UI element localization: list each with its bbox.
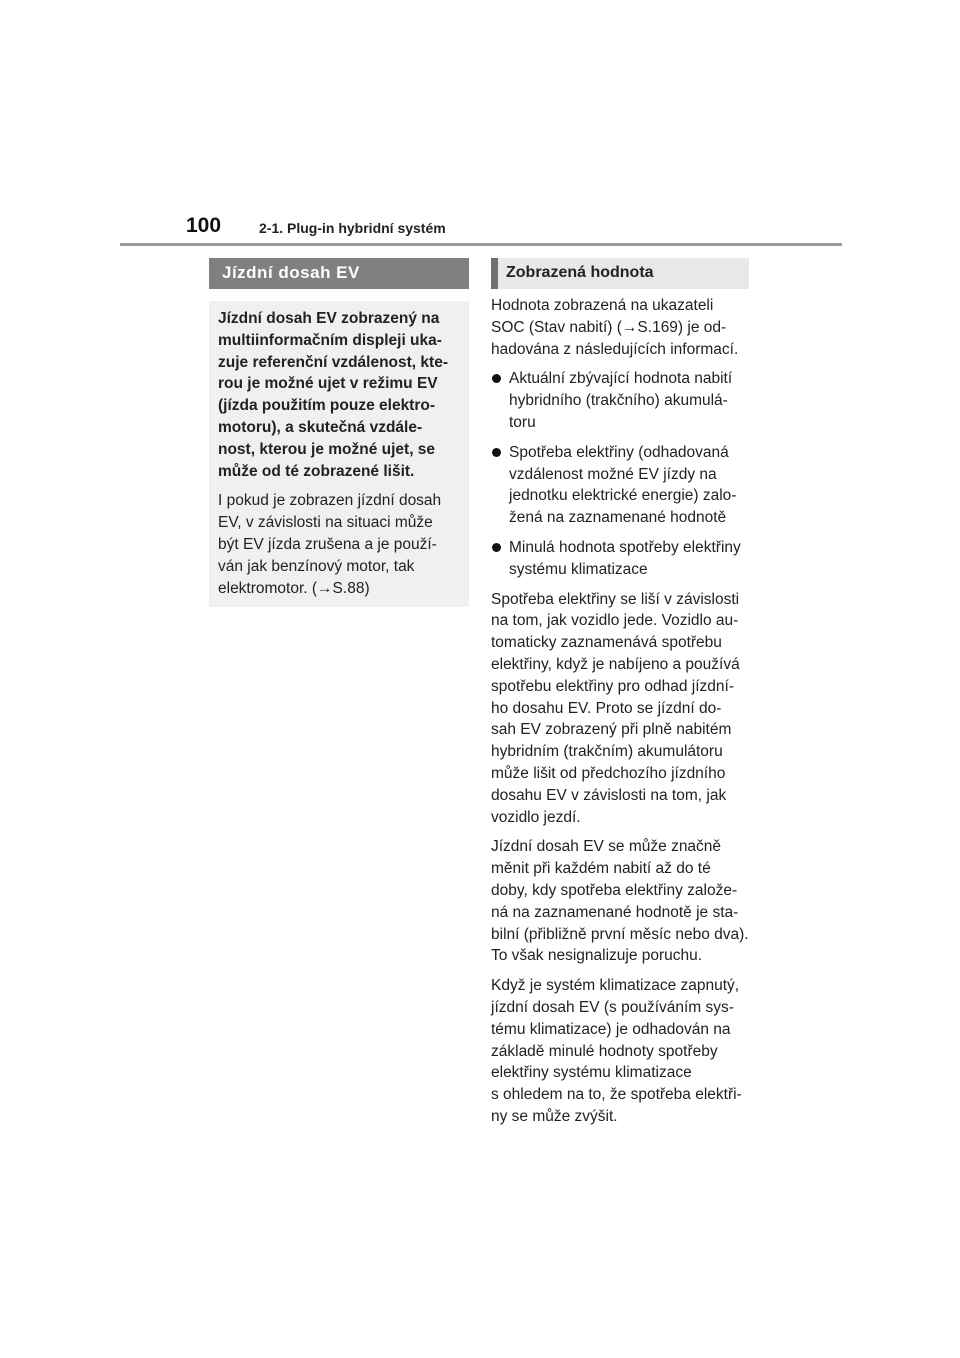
paragraph-line: dosahu EV v závislosti na tom, jak xyxy=(491,786,727,804)
ev-range-info-box xyxy=(209,301,469,607)
bullet-text xyxy=(509,442,749,529)
paragraph-list xyxy=(491,589,749,1128)
header-rule xyxy=(120,243,842,246)
lead-line: zuje referenční vzdálenost, kte- xyxy=(218,353,448,371)
lead-line: Jízdní dosah EV zobrazený na xyxy=(218,310,440,327)
bullet-item xyxy=(491,442,749,529)
bullet-line: hybridního (trakčního) akumulá- xyxy=(509,392,728,410)
paragraph-line: základě minulé hodnoty spotřeby xyxy=(491,1042,718,1060)
lead-line: motoru), a skutečná vzdále- xyxy=(218,418,423,436)
bullet-item xyxy=(491,368,749,433)
lead-line: rou je možné ujet v režimu EV xyxy=(218,375,438,393)
section-title-displayed-value: Zobrazená hodnota xyxy=(491,258,749,289)
bullet-dot-icon xyxy=(492,543,501,552)
paragraph-line: elektřiny systému klimatizace xyxy=(491,1064,692,1082)
paragraph-line: ho dosahu EV. Proto se jízdní do- xyxy=(491,699,722,717)
ev-range-lead xyxy=(218,308,459,482)
section-title-ev-range: Jízdní dosah EV xyxy=(209,258,469,289)
body-line: být EV jízda zrušena a je použí- xyxy=(218,535,437,553)
bullet-item xyxy=(491,537,749,581)
right-column xyxy=(491,258,749,1136)
body-paragraph xyxy=(491,836,749,967)
paragraph-line: Jízdní dosah EV se může značně xyxy=(491,838,722,856)
bullet-line: systému klimatizace xyxy=(509,560,648,578)
lead-line: multiinformačním displeji uka- xyxy=(218,331,442,349)
bullet-line: Spotřeba elektřiny (odhadovaná xyxy=(509,443,729,461)
paragraph-line: jízdní dosah EV (s používáním sys- xyxy=(491,998,734,1016)
bullet-line: Aktuální zbývající hodnota nabití xyxy=(509,370,733,388)
paragraph-line: elektřiny, když je nabíjeno a používá xyxy=(491,655,740,673)
paragraph-line: To však nesignalizuje poruchu. xyxy=(491,947,703,965)
paragraph-line: Když je systém klimatizace zapnutý, xyxy=(491,977,740,995)
left-column xyxy=(209,258,469,607)
bullet-line: Minulá hodnota spotřeby elektřiny xyxy=(509,538,741,556)
bullet-dot-icon xyxy=(492,374,501,383)
body-line: EV, v závislosti na situaci může xyxy=(218,514,433,532)
paragraph-line: doby, kdy spotřeba elektřiny založe- xyxy=(491,881,738,899)
paragraph-line: bilní (přibližně první měsíc nebo dva). xyxy=(491,925,749,943)
lead-line: nost, kterou je možné ujet, se xyxy=(218,440,436,458)
chapter-title: 2-1. Plug-in hybridní systém xyxy=(259,220,446,236)
body-paragraph xyxy=(491,975,749,1128)
bullet-line: vzdálenost možné EV jízdy na xyxy=(509,465,717,483)
intro-line: Hodnota zobrazená na ukazateli xyxy=(491,297,714,314)
lead-line: může od té zobrazené lišit. xyxy=(218,462,415,480)
bullet-text xyxy=(509,368,749,433)
ev-range-body xyxy=(218,490,459,599)
paragraph-line: vozidlo jezdí. xyxy=(491,808,581,826)
bullet-dot-icon xyxy=(492,448,501,457)
bullet-line: jednotku elektrické energie) zalo- xyxy=(509,487,737,505)
body-line: I pokud je zobrazen jízdní dosah xyxy=(218,492,442,510)
body-paragraph xyxy=(491,589,749,829)
bullet-line: toru xyxy=(509,413,536,431)
paragraph-line: měnit při každém nabití až do té xyxy=(491,860,711,878)
intro-line: hadována z následujících informací. xyxy=(491,340,739,358)
displayed-value-body xyxy=(491,295,749,1128)
bullet-list xyxy=(491,368,749,580)
paragraph-line: Spotřeba elektřiny se liší v závislosti xyxy=(491,590,740,608)
paragraph-line: sah EV zobrazený při plně nabitém xyxy=(491,721,732,739)
paragraph-line: ny se může zvýšit. xyxy=(491,1107,618,1125)
body-line: ván jak benzínový motor, tak xyxy=(218,557,415,575)
paragraph-line: tému klimatizace) je odhadován na xyxy=(491,1020,731,1038)
paragraph-line: s ohledem na to, že spotřeba elektři- xyxy=(491,1086,742,1104)
paragraph-line: spotřebu elektřiny pro odhad jízdní- xyxy=(491,677,734,695)
page-number: 100 xyxy=(186,214,222,237)
paragraph-line: na tom, jak vozidlo jede. Vozidlo au- xyxy=(491,612,739,630)
paragraph-line: ná na zaznamenané hodnotě je sta- xyxy=(491,903,739,921)
paragraph-line: hybridním (trakčním) akumulátoru xyxy=(491,743,723,761)
lead-line: (jízda použitím pouze elektro- xyxy=(218,397,436,415)
paragraph-line: může lišit od předchozího jízdního xyxy=(491,764,726,782)
bullet-line: žená na zaznamenané hodnotě xyxy=(509,509,727,527)
intro-paragraph xyxy=(491,295,749,360)
bullet-text xyxy=(509,537,749,581)
intro-line: SOC (Stav nabití) (→S.169) je od- xyxy=(491,318,727,336)
paragraph-line: tomaticky zaznamenává spotřebu xyxy=(491,634,722,652)
body-line: elektromotor. (→S.88) xyxy=(218,579,370,597)
